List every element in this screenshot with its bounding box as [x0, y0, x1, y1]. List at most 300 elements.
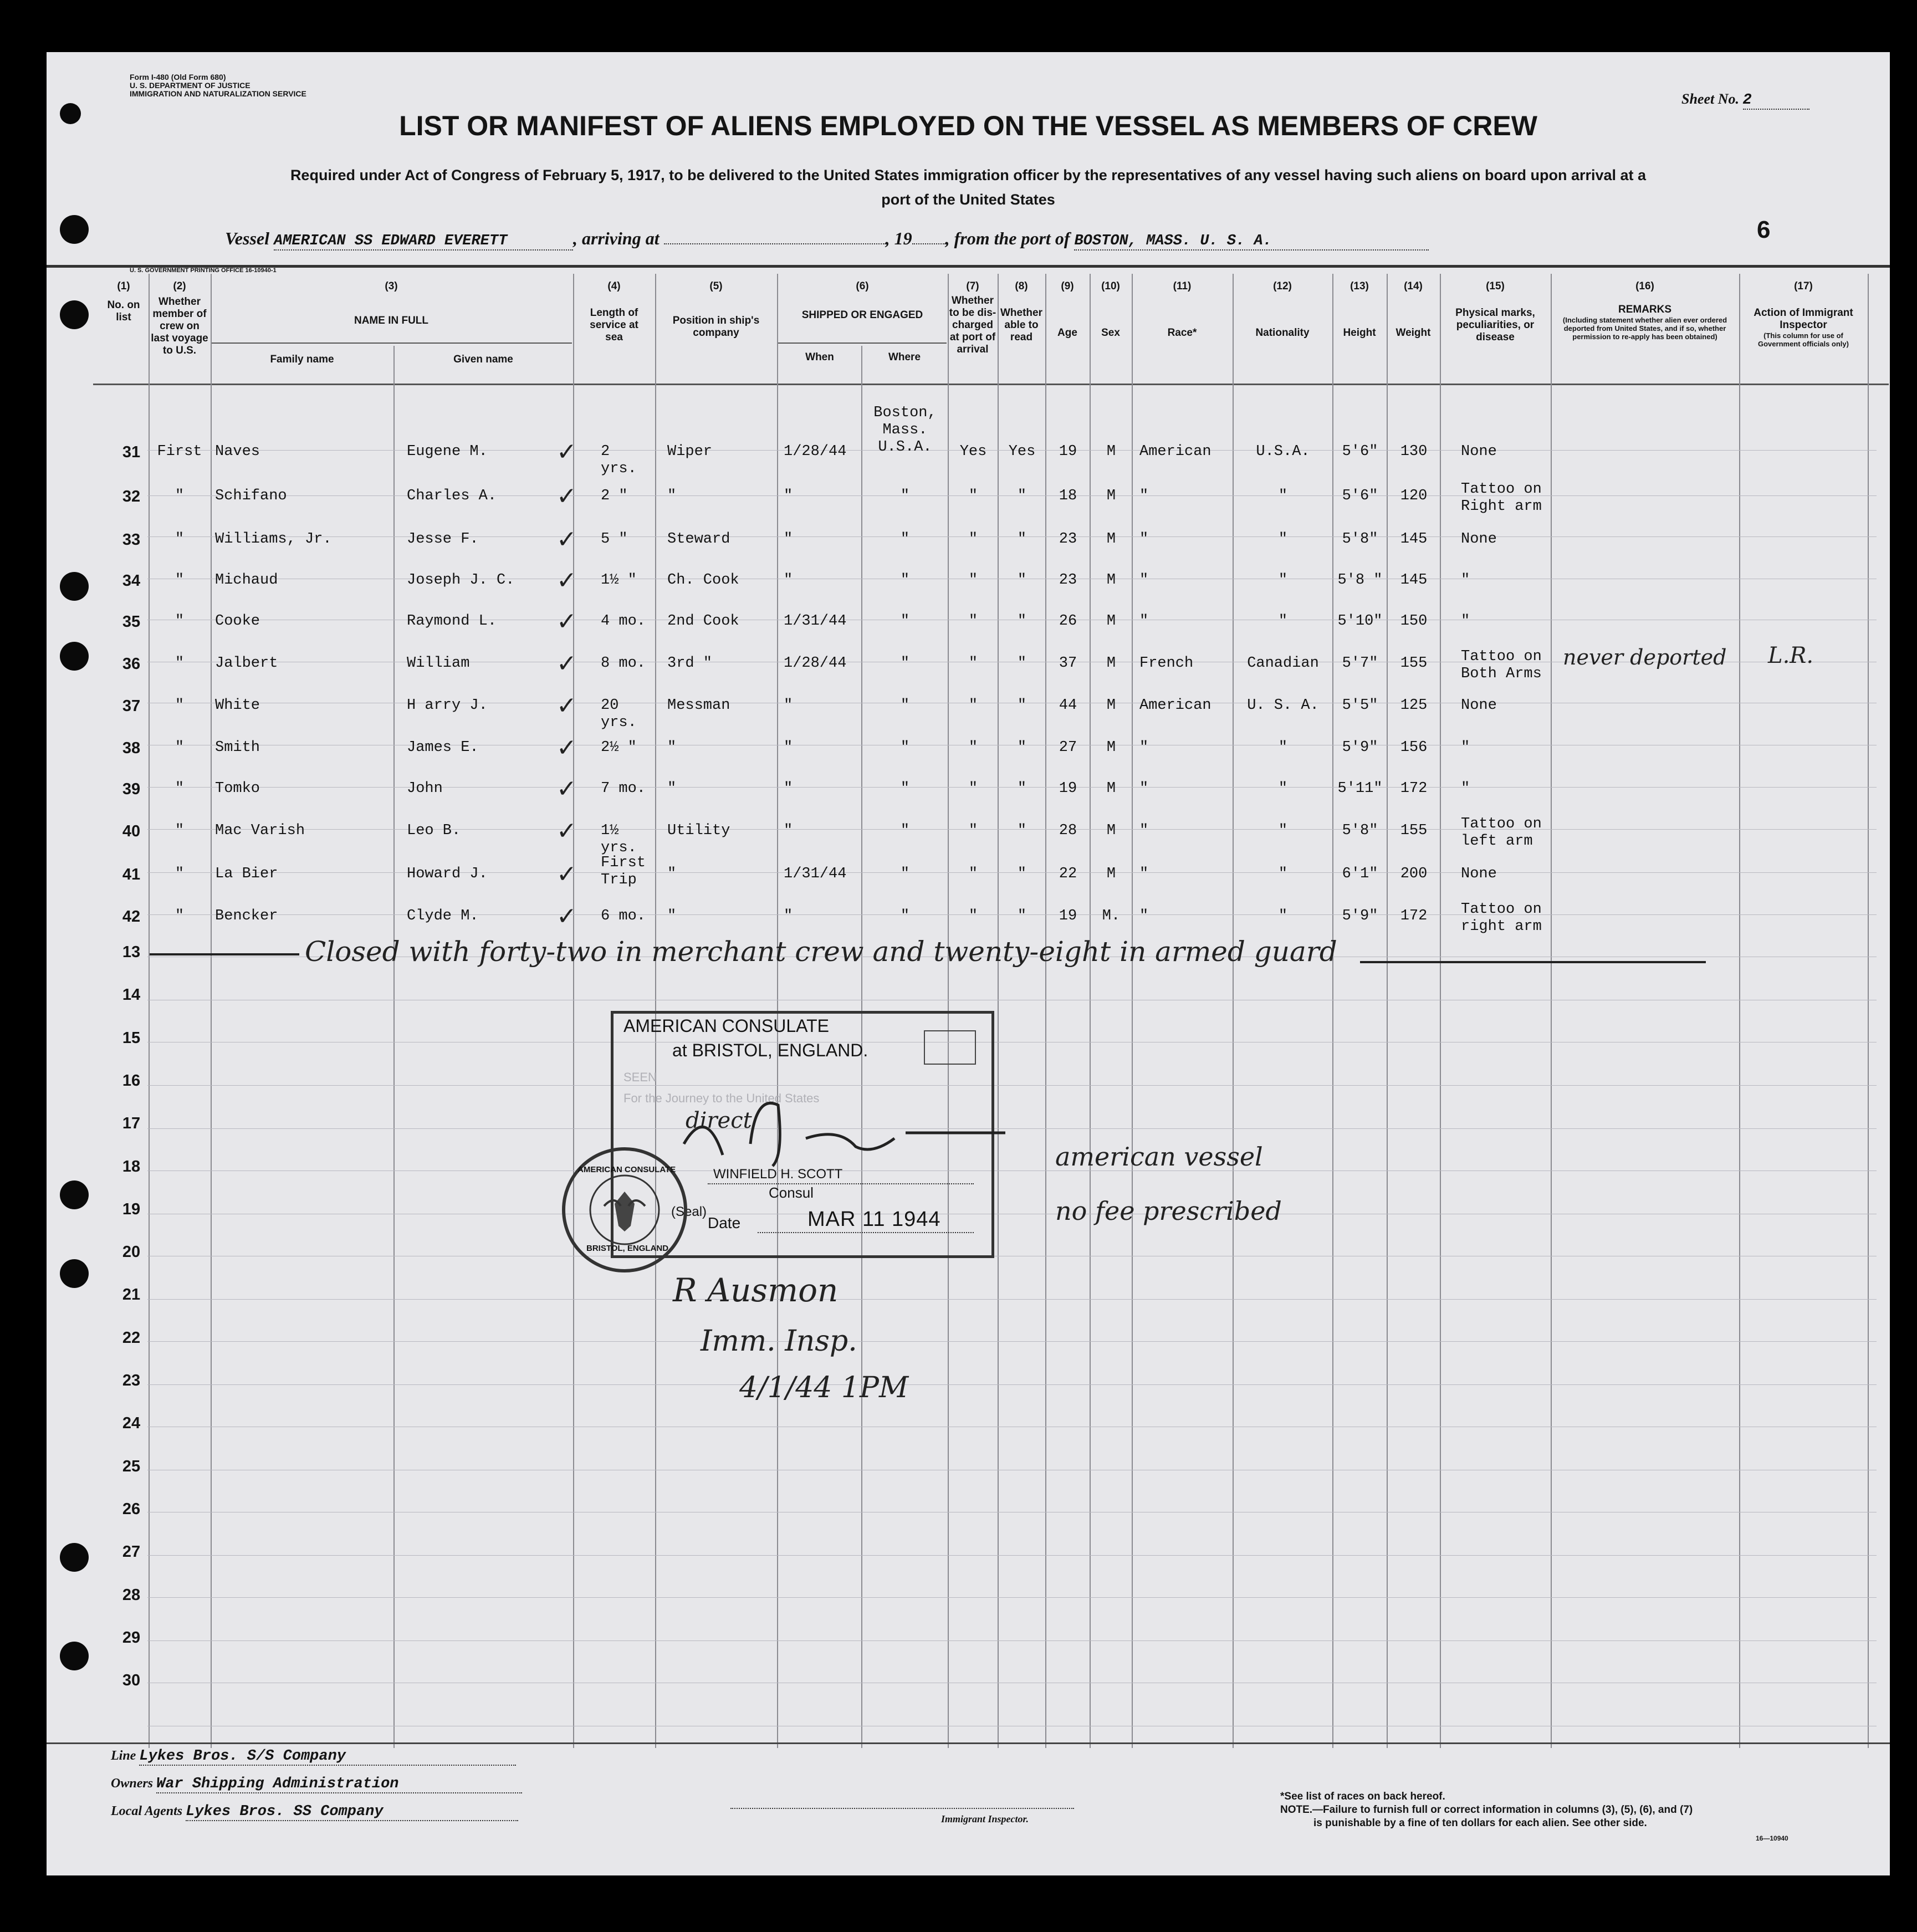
prev-voyage: " — [175, 908, 185, 924]
height: 5'6" — [1342, 488, 1378, 504]
service-length: 6 mo. — [601, 908, 646, 924]
col-label: Whether to be dis-charged at port of arrival — [949, 295, 996, 355]
age: 26 — [1059, 613, 1077, 630]
subtitle-line-1: Required under Act of Congress of February 5, 1917, to be delivered to the United States immigration officer by the representatives of any vessel having such aliens on board upon arrival at a — [290, 167, 1647, 183]
service-length: 2 " — [601, 488, 628, 504]
department: U. S. DEPARTMENT OF JUSTICE — [130, 81, 251, 90]
nationality: " — [1278, 780, 1288, 797]
check-mark-icon: ✓ — [556, 734, 577, 762]
inspector-label: Immigrant Inspector. — [941, 1813, 1029, 1824]
discharged: " — [968, 739, 978, 756]
col-label: Whether member of crew on last voyage to U.S. — [151, 296, 208, 356]
col-sublabel: (This column for use of Government officials only) — [1758, 331, 1849, 348]
col-num: (4) — [607, 280, 621, 292]
family-name: White — [215, 697, 260, 714]
able-to-read: Yes — [1008, 443, 1036, 460]
height: 5'8" — [1342, 822, 1378, 839]
col-header-2 — [151, 280, 208, 357]
able-to-read: " — [1017, 655, 1027, 672]
physical-marks: Tattoo on Right arm — [1461, 481, 1542, 515]
nationality: " — [1278, 908, 1288, 924]
subtitle-line-2: port of the United States — [881, 191, 1055, 208]
col-rule — [393, 346, 395, 1748]
shipped-where: " — [900, 739, 910, 756]
sex: M — [1106, 613, 1116, 630]
col-label: Weight — [1395, 327, 1431, 339]
closing-rule-left — [150, 953, 299, 955]
col-rule — [1868, 274, 1869, 1748]
weight: 155 — [1400, 655, 1428, 672]
col-rule — [998, 274, 999, 1748]
given-name: Raymond L. — [407, 613, 497, 630]
col-num: (14) — [1404, 280, 1423, 292]
weight: 156 — [1400, 739, 1428, 756]
closing-note: Closed with forty-two in merchant crew and twenty-eight in armed guard — [305, 936, 1337, 968]
blank-row-number: 23 — [122, 1372, 141, 1389]
service-length: 7 mo. — [601, 780, 646, 797]
blank-row-number: 19 — [122, 1200, 141, 1218]
col-rule — [1440, 274, 1441, 1748]
service-length: 8 mo. — [601, 655, 646, 672]
able-to-read: " — [1017, 780, 1027, 797]
blank-row-number: 20 — [122, 1243, 141, 1261]
subtitle — [47, 163, 1890, 212]
seal-top-text: AMERICAN CONSULATE — [577, 1165, 676, 1174]
nationality: " — [1278, 572, 1288, 589]
service: IMMIGRATION AND NATURALIZATION SERVICE — [130, 89, 306, 98]
height: 5'10" — [1337, 613, 1383, 630]
form-number — [130, 73, 306, 98]
sex: M — [1106, 697, 1116, 714]
owners-label: Owners — [111, 1776, 154, 1791]
form-id: Form I-480 (Old Form 680) — [130, 73, 226, 81]
col-label: Age — [1057, 327, 1077, 339]
age: 44 — [1059, 697, 1077, 714]
blank-row-number: 18 — [122, 1157, 141, 1175]
prev-voyage: " — [175, 655, 185, 672]
family-name: Smith — [215, 739, 260, 756]
sex: M — [1106, 572, 1116, 589]
race: French — [1139, 655, 1194, 672]
age: 22 — [1059, 866, 1077, 882]
line-value: Lykes Bros. S/S Company — [139, 1748, 516, 1766]
consul-signature — [673, 1072, 1016, 1172]
col-header-13 — [1333, 280, 1386, 339]
shipped-where: Boston, Mass. U.S.A. — [873, 405, 937, 456]
inspector-title: Imm. Insp. — [701, 1325, 857, 1358]
inspector-action: L.R. — [1768, 643, 1814, 668]
col-header-6-where: Where — [888, 351, 921, 363]
family-name: Mac Varish — [215, 822, 305, 839]
row-number: 41 — [122, 866, 141, 883]
shipped-when: " — [784, 908, 793, 924]
sex: M — [1106, 443, 1116, 460]
shipped-when: " — [784, 572, 793, 589]
position: 2nd Cook — [667, 613, 739, 630]
shipped-when: 1/31/44 — [784, 866, 847, 882]
blank-row-number: 22 — [122, 1328, 141, 1347]
col-header-17 — [1740, 280, 1867, 348]
nationality: U.S.A. — [1256, 443, 1310, 460]
given-name: Eugene M. — [407, 443, 488, 460]
closing-rule-right — [1360, 961, 1706, 963]
weight: 172 — [1400, 780, 1428, 797]
physical-marks: Tattoo on Both Arms — [1461, 648, 1542, 682]
blank-row-number: 21 — [122, 1286, 141, 1304]
from-port-value: BOSTON, MASS. U. S. A. — [1074, 233, 1429, 251]
note-no-fee: no fee prescribed — [1055, 1196, 1282, 1226]
row-rule — [147, 1341, 1877, 1342]
race: " — [1139, 780, 1149, 797]
family-name: Naves — [215, 443, 260, 460]
name-subheader-rule — [211, 343, 572, 344]
nationality: " — [1278, 488, 1288, 504]
col-label: No. on list — [107, 299, 140, 323]
corner-mark: 6 — [1757, 216, 1771, 243]
prev-voyage: " — [175, 572, 185, 589]
blank-row-number: 15 — [122, 1029, 141, 1047]
family-name: Michaud — [215, 572, 278, 589]
position: " — [667, 908, 677, 924]
col-sublabel: (Including statement whether alien ever ordered deported from United States, and if so, whether permission to re-apply has been obtained) — [1562, 316, 1727, 341]
col-label: Whether able to read — [1000, 307, 1042, 343]
handwritten-direct: direct — [686, 1108, 752, 1133]
col-label: Nationality — [1255, 327, 1310, 339]
race: " — [1139, 572, 1149, 589]
col-header-14 — [1388, 280, 1439, 339]
blank-row-number: 29 — [122, 1628, 141, 1647]
weight: 172 — [1400, 908, 1428, 924]
shipped-when: " — [784, 739, 793, 756]
col-header-11 — [1133, 280, 1231, 339]
blank-row-number: 28 — [122, 1586, 141, 1604]
prev-voyage: " — [175, 531, 185, 548]
col-num: (10) — [1101, 280, 1120, 292]
col-num: (5) — [709, 280, 723, 292]
sex: M — [1106, 488, 1116, 504]
col-rule — [1233, 274, 1234, 1748]
discharged: " — [968, 697, 978, 714]
discharged: " — [968, 908, 978, 924]
age: 27 — [1059, 739, 1077, 756]
race: " — [1139, 739, 1149, 756]
check-mark-icon: ✓ — [556, 566, 577, 595]
note-american-vessel: american vessel — [1055, 1142, 1263, 1172]
blank-row-number: 17 — [122, 1115, 141, 1133]
seal-bottom-text: BRISTOL, ENGLAND — [586, 1244, 669, 1253]
given-name: John — [407, 780, 443, 797]
row-number: 36 — [122, 655, 141, 673]
weight: 120 — [1400, 488, 1428, 504]
col-num: (11) — [1173, 280, 1192, 292]
shipped-when: 1/28/44 — [784, 655, 847, 672]
agents-value: Lykes Bros. SS Company — [186, 1803, 518, 1821]
shipped-when: " — [784, 822, 793, 839]
able-to-read: " — [1017, 866, 1027, 882]
race: " — [1139, 531, 1149, 548]
discharged: " — [968, 780, 978, 797]
stamp-seal-label: (Seal) — [671, 1204, 707, 1219]
position: Wiper — [667, 443, 713, 460]
age: 23 — [1059, 572, 1077, 589]
sex: M — [1106, 739, 1116, 756]
vessel-label: Vessel — [225, 228, 269, 248]
check-mark-icon: ✓ — [556, 860, 577, 888]
shipped-where: " — [900, 655, 910, 672]
service-length: First Trip — [601, 855, 646, 888]
col-num: (12) — [1273, 280, 1292, 292]
stamp-title: Consul — [769, 1184, 814, 1201]
blank-row-number: 26 — [122, 1500, 141, 1518]
shipped-where: " — [900, 780, 910, 797]
punch-hole — [60, 300, 89, 329]
position: Messman — [667, 697, 730, 714]
arriving-label: , arriving at — [573, 228, 660, 248]
row-number: 34 — [122, 572, 141, 590]
blank-row-number: 13 — [122, 943, 141, 961]
year-label: , 19 — [885, 228, 912, 248]
position: Ch. Cook — [667, 572, 739, 589]
check-mark-icon: ✓ — [556, 817, 577, 845]
blank-row-number: 16 — [122, 1071, 141, 1090]
punch-hole — [60, 1642, 89, 1670]
physical-marks: " — [1461, 572, 1470, 589]
col-header-3 — [211, 280, 572, 327]
row-number: 40 — [122, 822, 141, 840]
shipped-where: " — [900, 572, 910, 589]
physical-marks: Tattoo on right arm — [1461, 901, 1542, 935]
col-rule — [1739, 274, 1740, 1748]
discharged: " — [968, 822, 978, 839]
col-label: SHIPPED OR ENGAGED — [801, 309, 923, 321]
col-label: REMARKS — [1618, 304, 1672, 315]
family-name: Jalbert — [215, 655, 278, 672]
note-races: *See list of races on back hereof. — [1280, 1791, 1445, 1802]
prev-voyage: " — [175, 780, 185, 797]
sex: M. — [1102, 908, 1121, 924]
inspector-date: 4/1/44 1PM — [739, 1371, 909, 1404]
col-rule — [1332, 274, 1333, 1748]
given-name: William — [407, 655, 470, 672]
service-length: 2½ " — [601, 739, 637, 756]
able-to-read: " — [1017, 822, 1027, 839]
age: 19 — [1059, 780, 1077, 797]
physical-marks: None — [1461, 697, 1497, 714]
shipped-where: " — [900, 908, 910, 924]
prev-voyage: " — [175, 822, 185, 839]
sheet-label: Sheet No. — [1681, 91, 1739, 107]
shipped-when: 1/28/44 — [784, 443, 847, 460]
weight: 145 — [1400, 572, 1428, 589]
row-number: 32 — [122, 488, 141, 505]
inspector-sign-line — [730, 1808, 1074, 1809]
given-name: Howard J. — [407, 866, 488, 882]
nationality: " — [1278, 866, 1288, 882]
able-to-read: " — [1017, 613, 1027, 630]
position: " — [667, 780, 677, 797]
footer-code: 16—10940 — [1756, 1834, 1788, 1842]
service-length: 2 yrs. — [601, 443, 637, 477]
age: 37 — [1059, 655, 1077, 672]
shipped-where: " — [900, 613, 910, 630]
footer-owners — [111, 1776, 522, 1793]
col-header-4 — [574, 280, 654, 344]
given-name: Jesse F. — [407, 531, 479, 548]
service-length: 1½ yrs. — [601, 822, 637, 856]
weight: 200 — [1400, 866, 1428, 882]
col-rule — [1090, 274, 1091, 1748]
column-header-bottom — [93, 384, 1889, 385]
blank-row-number: 30 — [122, 1672, 141, 1690]
discharged: " — [968, 572, 978, 589]
shipped-subheader-rule — [778, 343, 947, 344]
row-rule — [147, 1299, 1877, 1300]
col-rule — [1132, 274, 1133, 1748]
service-length: 4 mo. — [601, 613, 646, 630]
col-header-8 — [999, 280, 1044, 344]
col-num: (16) — [1635, 280, 1654, 292]
height: 5'9" — [1342, 739, 1378, 756]
shipped-where: " — [900, 866, 910, 882]
prev-voyage: " — [175, 739, 185, 756]
family-name: Bencker — [215, 908, 278, 924]
col-header-3-given: Given name — [453, 354, 513, 365]
col-header-5 — [656, 280, 776, 339]
col-label: Race* — [1167, 327, 1197, 339]
given-name: James E. — [407, 739, 479, 756]
nationality: " — [1278, 613, 1288, 630]
height: 5'9" — [1342, 908, 1378, 924]
weight: 130 — [1400, 443, 1428, 460]
col-num: (13) — [1350, 280, 1369, 292]
discharged: " — [968, 531, 978, 548]
page-title: LIST OR MANIFEST OF ALIENS EMPLOYED ON THE VESSEL AS MEMBERS OF CREW — [399, 110, 1537, 141]
punch-hole — [60, 1180, 89, 1209]
row-number: 38 — [122, 739, 141, 757]
age: 23 — [1059, 531, 1077, 548]
col-num: (2) — [173, 280, 186, 292]
age: 19 — [1059, 443, 1077, 460]
col-header-9 — [1046, 280, 1088, 339]
col-num: (9) — [1061, 280, 1074, 292]
discharged: Yes — [959, 443, 987, 460]
stamp-date-label: Date — [708, 1214, 741, 1231]
agents-label: Local Agents — [111, 1804, 183, 1818]
weight: 145 — [1400, 531, 1428, 548]
col-header-6 — [778, 280, 947, 321]
stamp-signer: WINFIELD H. SCOTT — [713, 1167, 843, 1182]
given-name: H arry J. — [407, 697, 488, 714]
row-rule — [147, 1384, 1877, 1385]
check-mark-icon: ✓ — [556, 775, 577, 803]
punch-hole — [60, 572, 89, 601]
footer-line — [111, 1748, 516, 1766]
punch-hole — [60, 215, 89, 244]
shipped-when: " — [784, 531, 793, 548]
shipped-when: " — [784, 697, 793, 714]
physical-marks: " — [1461, 739, 1470, 756]
nationality: " — [1278, 531, 1288, 548]
col-num: (1) — [117, 280, 130, 292]
col-label: Sex — [1101, 327, 1120, 339]
stamp-date-value: MAR 11 1944 — [807, 1208, 941, 1231]
row-number: 42 — [122, 908, 141, 926]
col-rule — [1045, 274, 1046, 1748]
col-label: Physical marks, peculiarities, or disease — [1455, 307, 1535, 343]
row-number: 31 — [122, 443, 141, 461]
shipped-where: " — [900, 488, 910, 504]
vessel-value: AMERICAN SS EDWARD EVERETT — [274, 233, 573, 251]
col-rule — [1551, 274, 1552, 1748]
given-name: Clyde M. — [407, 908, 479, 924]
physical-marks: " — [1461, 780, 1470, 797]
race: " — [1139, 866, 1149, 882]
weight: 155 — [1400, 822, 1428, 839]
punch-hole — [60, 642, 89, 671]
stamp-line-2: at BRISTOL, ENGLAND. — [672, 1040, 868, 1060]
footer-rule — [47, 1742, 1890, 1744]
shipped-where: " — [900, 822, 910, 839]
header-rule — [47, 265, 1890, 268]
shipped-where: " — [900, 531, 910, 548]
given-name: Leo B. — [407, 822, 461, 839]
service-length: 20 yrs. — [601, 697, 637, 731]
family-name: Williams, Jr. — [215, 531, 332, 548]
service-length: 5 " — [601, 531, 628, 548]
col-num: (7) — [966, 280, 979, 292]
weight: 125 — [1400, 697, 1428, 714]
position: 3rd " — [667, 655, 713, 672]
physical-marks: " — [1461, 613, 1470, 630]
position: Utility — [667, 822, 730, 839]
physical-marks: None — [1461, 443, 1497, 460]
col-label: Height — [1343, 327, 1376, 339]
discharged: " — [968, 655, 978, 672]
col-rule — [211, 274, 212, 1748]
row-rule — [147, 1597, 1877, 1598]
nationality: " — [1278, 822, 1288, 839]
able-to-read: " — [1017, 488, 1027, 504]
row-rule — [147, 1640, 1877, 1641]
sex: M — [1106, 531, 1116, 548]
discharged: " — [968, 488, 978, 504]
col-header-12 — [1234, 280, 1331, 339]
col-header-1 — [104, 280, 143, 324]
check-mark-icon: ✓ — [556, 607, 577, 636]
col-num: (8) — [1015, 280, 1028, 292]
punch-hole — [60, 1543, 89, 1572]
height: 5'11" — [1337, 780, 1383, 797]
nationality: Canadian — [1247, 655, 1319, 672]
stamp-faint-2: For the Journey to the United States — [623, 1091, 820, 1105]
footer-notes — [1280, 1790, 1693, 1830]
height: 5'5" — [1342, 697, 1378, 714]
check-mark-icon: ✓ — [556, 692, 577, 720]
height: 5'8 " — [1337, 572, 1383, 589]
nationality: U. S. A. — [1247, 697, 1319, 714]
position: " — [667, 739, 677, 756]
col-num: (3) — [385, 280, 398, 292]
stamp-sign-line — [708, 1183, 974, 1184]
age: 28 — [1059, 822, 1077, 839]
check-mark-icon: ✓ — [556, 482, 577, 510]
col-label: Action of Immigrant Inspector — [1754, 307, 1853, 331]
row-rule — [147, 1555, 1877, 1556]
sex: M — [1106, 780, 1116, 797]
col-header-10 — [1091, 280, 1131, 339]
height: 6'1" — [1342, 866, 1378, 882]
physical-marks: None — [1461, 531, 1497, 548]
